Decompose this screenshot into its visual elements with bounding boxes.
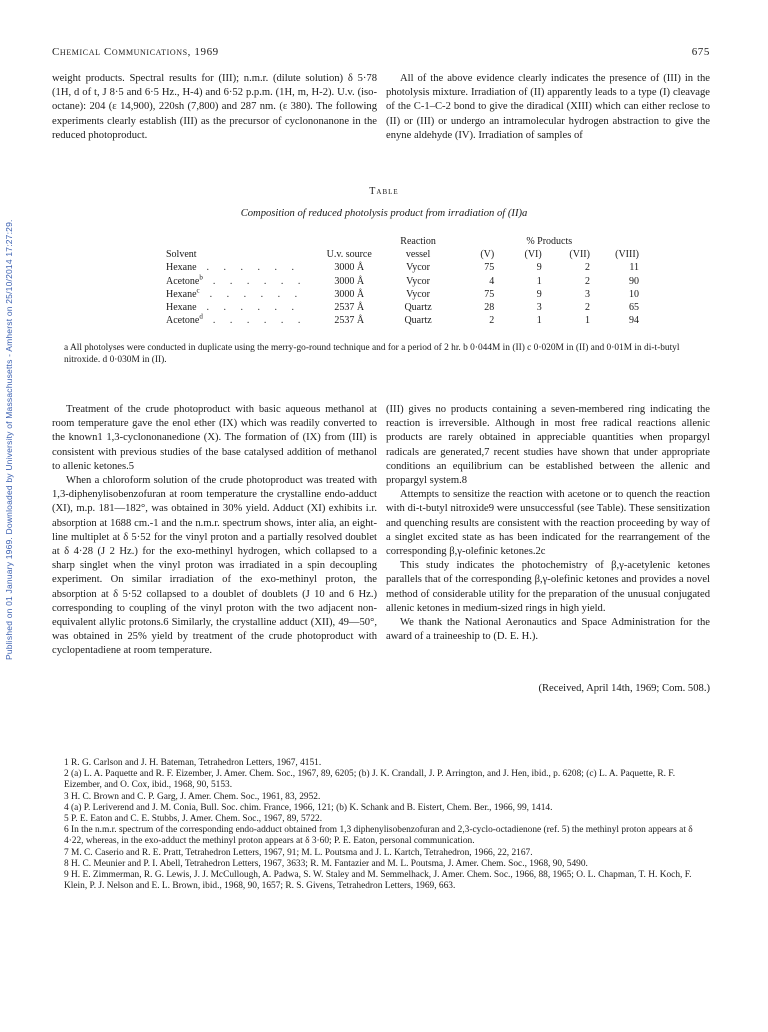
reference-item: 8 H. C. Meunier and P. I. Abell, Tetrahedron Letters, 1967, 3633; R. M. Fantazier and M. L. Poutsma, J. Amer. Chem. Soc., 1968, 90, 5490. (64, 858, 588, 869)
reference-item: 4 (a) P. Leriverend and J. M. Conia, Bull. Soc. chim. France, 1966, 121; (b) K. Schank and B. Eistert, Chem. Ber., 1966, 99, 1414. (64, 802, 553, 813)
solvent-footnote-mark: d (199, 312, 203, 321)
vii-cell: 2 (584, 275, 590, 287)
vessel-cell: Vycor (406, 262, 430, 274)
solvent-name: Hexane (166, 302, 197, 314)
solvent-name: Hexane (166, 288, 197, 300)
header-viii: (VIII) (615, 249, 639, 261)
header-source: U.v. source (326, 249, 372, 261)
solvent-footnote-mark: c (196, 286, 200, 295)
body-right-paragraph: (III) gives no products containing a seven-membered ring indicating the reaction is irreversible. Although in most free radical reactions allenic products are rarely obtained in appreciable quantities when propargyl radicals are generated,7 recent studies have shown that under appropriate conditions an equilibrium can be established between the allenic and propargyl system.8 (386, 404, 710, 487)
vessel-cell: Quartz (404, 302, 432, 314)
vii-cell: 3 (584, 288, 590, 300)
v-cell: 75 (484, 262, 495, 274)
reference-item: 6 In the n.m.r. spectrum of the corresponding endo-adduct obtained from 1,3 diphenylisobenzofuran and 2,3-cyclo-octadienone (ref. 5) the methinyl proton appears at δ 4·22, whereas, in the exo-adduct the methinyl proton appears at δ 3·60; P. E. Eaton, personal communication. (64, 825, 693, 847)
table-row (160, 314, 645, 327)
top-left-paragraph: weight products. Spectral results for (III); n.m.r. (dilute solution) δ 5·78 (1H, d of t, J 8·5 and 6·5 Hz., H-4) and 6·52 p.p.m. (1H, m, H-2). U.v. (iso-octane): 204 (ε 14,900), 220sh (7,800) and 287 nm. (ε 380). The following experiments clearly establish (III) as the precursor of cyclononanone in the reduced photoproduct. (52, 73, 377, 141)
vi-cell: 9 (536, 262, 542, 274)
body-left-column (52, 403, 377, 659)
vi-cell: 3 (536, 302, 542, 314)
solvent-cell (160, 314, 316, 327)
journal-name: Chemical Communications, 1969 (52, 46, 219, 58)
viii-cell: 94 (629, 315, 639, 327)
solvent-cell (160, 301, 316, 314)
table-row (160, 301, 645, 314)
source-cell: 2537 Å (334, 315, 365, 327)
table-title: Table (369, 186, 399, 197)
v-cell: 75 (484, 288, 495, 300)
leader-dots: . . . . . . (209, 288, 304, 300)
header-vii: (VII) (569, 249, 590, 261)
source-cell: 3000 Å (334, 275, 365, 287)
reference-item: 7 M. C. Caserio and R. E. Pratt, Tetrahedron Letters, 1967, 91; M. L. Poutsma and J. L. Kartch, Tetrahedron, 1966, 22, 2167. (64, 847, 533, 858)
vii-cell: 2 (584, 302, 590, 314)
solvent-footnote-mark: b (199, 273, 203, 282)
body-right-paragraph: Attempts to sensitize the reaction with acetone or to quench the reaction with di-t-butyl nitroxide9 were unsuccessful (see Table). These sensitization and quenching results are consistent with the reaction proceeding by way of a singlet excited state as has been indicated for the rearrangement of the corresponding β,γ-olefinic ketones.2c (386, 489, 710, 558)
body-right-column (386, 403, 710, 644)
vii-cell: 2 (584, 262, 590, 274)
table-header-row-2 (160, 248, 645, 261)
leader-dots: . . . . . . (212, 275, 307, 287)
reference-item: 9 H. E. Zimmerman, R. G. Lewis, J. J. McCullough, A. Padwa, S. W. Staley and M. Semmelhack, J. Amer. Chem. Soc., 1966, 88, 1965; O. L. Chapman, T. H. Koch, F. Klein, P. J. Nelson and E. L. Brown, ibid., 1968, 90, 1657; R. S. Givens, Tetrahedron Letters, 1969, 663. (64, 870, 692, 892)
received-line: (Received, April 14th, 1969; Com. 508.) (538, 683, 710, 694)
table-caption: Composition of reduced photolysis product from irradiation of (II)a (240, 208, 528, 219)
leader-dots: . . . . . . (212, 315, 307, 327)
table-row (160, 288, 645, 301)
header-solvent: Solvent (166, 249, 197, 261)
source-cell: 2537 Å (334, 302, 365, 314)
source-cell: 3000 Å (334, 288, 365, 300)
body-left-paragraph: When a chloroform solution of the crude photoproduct was treated with 1,3-diphenylisobenzofuran at room temperature the crystalline endo-adduct (XI), m.p. 181—182°, was obtained in 30% yield. Adduct (XI) exhibits i.r. absorption at 1688 cm.-1 and the n.m.r. spectrum shows, inter alia, an eight-line multiplet at δ 5·52 for the vinyl proton and a partially resolved doublet at δ 4·28 (J 2 Hz.) for the exo-methinyl hydrogen, which collapsed to a sharp singlet when the vinyl proton was irradiated in a spin decoupling experiment. On similar irradiation of the exo-methinyl proton, the absorption at δ 5·52 collapsed to a doublet of doublets (J 10 and 6 Hz.) corresponding to coupling of the vinyl proton with the two adjacent non-equivalent allylic protons.6 Similarly, the crystalline adduct (XII), 49—50°, was obtained in 25% yield by treatment of the crude photoproduct with cyclopentadiene at room temperature. (52, 475, 377, 657)
products-table (160, 235, 645, 327)
solvent-name: Acetone (166, 275, 200, 287)
vessel-cell: Quartz (404, 315, 432, 327)
viii-cell: 90 (629, 275, 639, 287)
solvent-name: Acetone (166, 315, 200, 327)
vessel-cell: Vycor (406, 275, 430, 287)
vi-cell: 1 (536, 315, 542, 327)
viii-cell: 10 (629, 288, 639, 300)
viii-cell: 65 (629, 302, 639, 314)
page-header (52, 46, 710, 64)
header-vessel: vessel (405, 249, 431, 261)
v-cell: 2 (489, 315, 495, 327)
solvent-cell (160, 275, 316, 288)
page-number: 675 (691, 46, 710, 58)
reference-item: 1 R. G. Carlson and J. H. Bateman, Tetrahedron Letters, 1967, 4151. (64, 758, 322, 768)
source-cell: 3000 Å (334, 262, 365, 274)
v-cell: 4 (489, 275, 495, 287)
header-products: % Products (526, 236, 573, 248)
reference-item: 5 P. E. Eaton and C. E. Stubbs, J. Amer. Chem. Soc., 1967, 89, 5722. (64, 814, 323, 825)
body-right-paragraph: We thank the National Aeronautics and Space Administration for the award of a traineeship to (D. E. H.). (386, 617, 710, 643)
body-right-paragraph: This study indicates the photochemistry of β,γ-acetylenic ketones parallels that of the corresponding β,γ-olefinic ketones and provides a novel method of considerable utility for the preparation of the unusual conjugated allenic ketones in medium-sized rings in high yield. (386, 560, 710, 614)
header-reaction: Reaction (400, 236, 436, 248)
references (64, 758, 710, 892)
top-right-paragraph: All of the above evidence clearly indicates the presence of (III) in the photolysis mixture. Irradiation of (II) apparently leads to a type (I) cleavage of the C-1–C-2 bond to give the diradical (XIII) which can either reclose to (II) or (III) or undergo an intramolecular hydrogen abstraction to give the enyne aldehyde (IV). Irradiation of samples of (386, 73, 710, 141)
publication-sidebar[interactable]: Published on 01 January 1969. Downloaded by University of Massachusetts - Amherst on 25/10/2014 17:27:29. (4, 219, 14, 660)
viii-cell: 11 (629, 262, 639, 274)
vii-cell: 1 (584, 315, 590, 327)
reference-item: 3 H. C. Brown and C. P. Garg, J. Amer. Chem. Soc., 1961, 83, 2952. (64, 791, 321, 802)
table-row (160, 261, 645, 274)
body-left-paragraph: Treatment of the crude photoproduct with basic aqueous methanol at room temperature gave the enol ether (IX) which was readily converted to the known1 1,3-cyclononanedione (X). The formation of (IX) from (III) is consistent with previous studies of the base catalysed addition of methanol to allenic ketones.5 (52, 404, 377, 472)
vi-cell: 9 (536, 288, 542, 300)
v-cell: 28 (484, 302, 495, 314)
leader-dots: . . . . . . (206, 262, 301, 274)
reference-item: 2 (a) L. A. Paquette and R. F. Eizember, J. Amer. Chem. Soc., 1967, 89, 6205; (b) J. K. Crandall, J. P. Arrington, and J. Hen, ibid., p. 6208; (c) L. A. Paquette, R. F. Eizember, and O. Cox, ibid., 1968, 90, 5153. (64, 769, 676, 791)
vi-cell: 1 (536, 275, 542, 287)
header-vi: (VI) (524, 249, 542, 261)
table-footnote: a All photolyses were conducted in duplicate using the merry-go-round technique and for a period of 2 hr. b 0·044M in (II) c 0·020M in (II) and 0·01M in di-t-butyl nitroxide. d 0·030M in (II). (64, 343, 680, 365)
solvent-name: Hexane (166, 262, 197, 274)
vessel-cell: Vycor (406, 288, 430, 300)
solvent-cell (160, 261, 316, 274)
solvent-cell (160, 288, 316, 301)
table-row (160, 275, 645, 288)
table-header-row-1 (160, 235, 645, 248)
header-v: (V) (480, 249, 495, 261)
leader-dots: . . . . . . (206, 302, 301, 314)
